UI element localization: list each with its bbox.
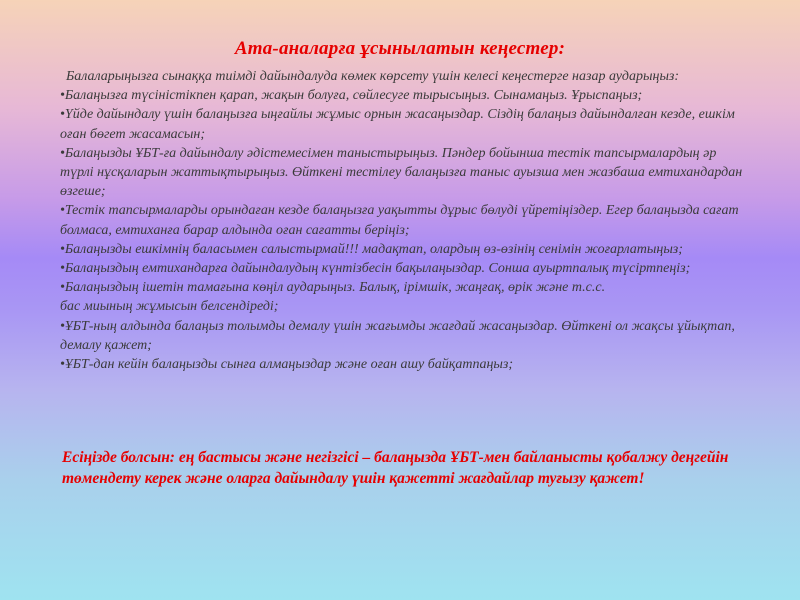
tip-item: •ҰБТ-дан кейін балаңызды сынға алмаңыздар және оған ашу байқатпаңыз; — [60, 357, 514, 373]
tip-item: •Балаңызды ешкімнің баласымен салыстырмай!!! мадақтап, олардың өз-өзінің сенімін жоғарлатыңыз; — [60, 241, 683, 257]
tip-item: •Үйде дайындалу үшін балаңызға ыңғайлы жұмыс орнын жасаңыздар. Сіздің балаңыз дайындалған кезде, ешкім оған бөгет жасамасын; — [60, 107, 735, 142]
slide-title: Ата-аналарға ұсынылатын кеңестер: — [234, 38, 566, 59]
advice-body — [60, 67, 750, 374]
tip-item: •Балаңыздың ішетін тамағына көңіл аударыңыз. Балық, ірімшік, жаңғақ, өрік және т.с.с. бас миының жұмысын белсендіреді; — [60, 280, 606, 315]
tip-item: •Балаңызды ҰБТ-ға дайындалу әдістемесімен таныстырыңыз. Пәндер бойынша тестік тапсырмалардың әр түрлі нұсқаларын жаттықтырыңыз. Өйткені тестілеу балаңызға таныс ауызша мен жазбаша емтихандардан өзгеше; — [60, 145, 743, 200]
tip-item: •Балаңызға түсіністікпен қарап, жақын болуға, сөйлесуге тырысыңыз. Сынамаңыз. Ұрыспаңыз; — [60, 88, 643, 104]
tip-item: •ҰБТ-ның алдында балаңыз толымды демалу үшін жағымды жағдай жасаңыздар. Өйткені ол жақсы ұйықтап, демалу қажет; — [60, 318, 735, 353]
conclusion-text: Есіңізде болсын: ең бастысы және негізгісі – балаңызда ҰБТ-мен байланысты қобалжу деңгейін төмендету керек және оларға дайындалу үшін қажетті жағдайлар туғызу қажет! — [62, 449, 729, 487]
intro-text: Балаларыңызға сынаққа тиімді дайындалуда көмек көрсету үшін келесі кеңестерге назар аударыңыз: — [66, 69, 680, 84]
tip-item: •Тестік тапсырмаларды орындаған кезде балаңызға уақытты дұрыс бөлуді үйретіңіздер. Егер балаңызда сағат болмаса, емтиханға барар алдында оған сағатты беріңіз; — [60, 203, 739, 238]
tip-item: •Балаңыздың емтихандарға дайындалудың күнтізбесін бақылаңыздар. Сонша ауыртпалық түсіртпеңіз; — [60, 261, 691, 277]
